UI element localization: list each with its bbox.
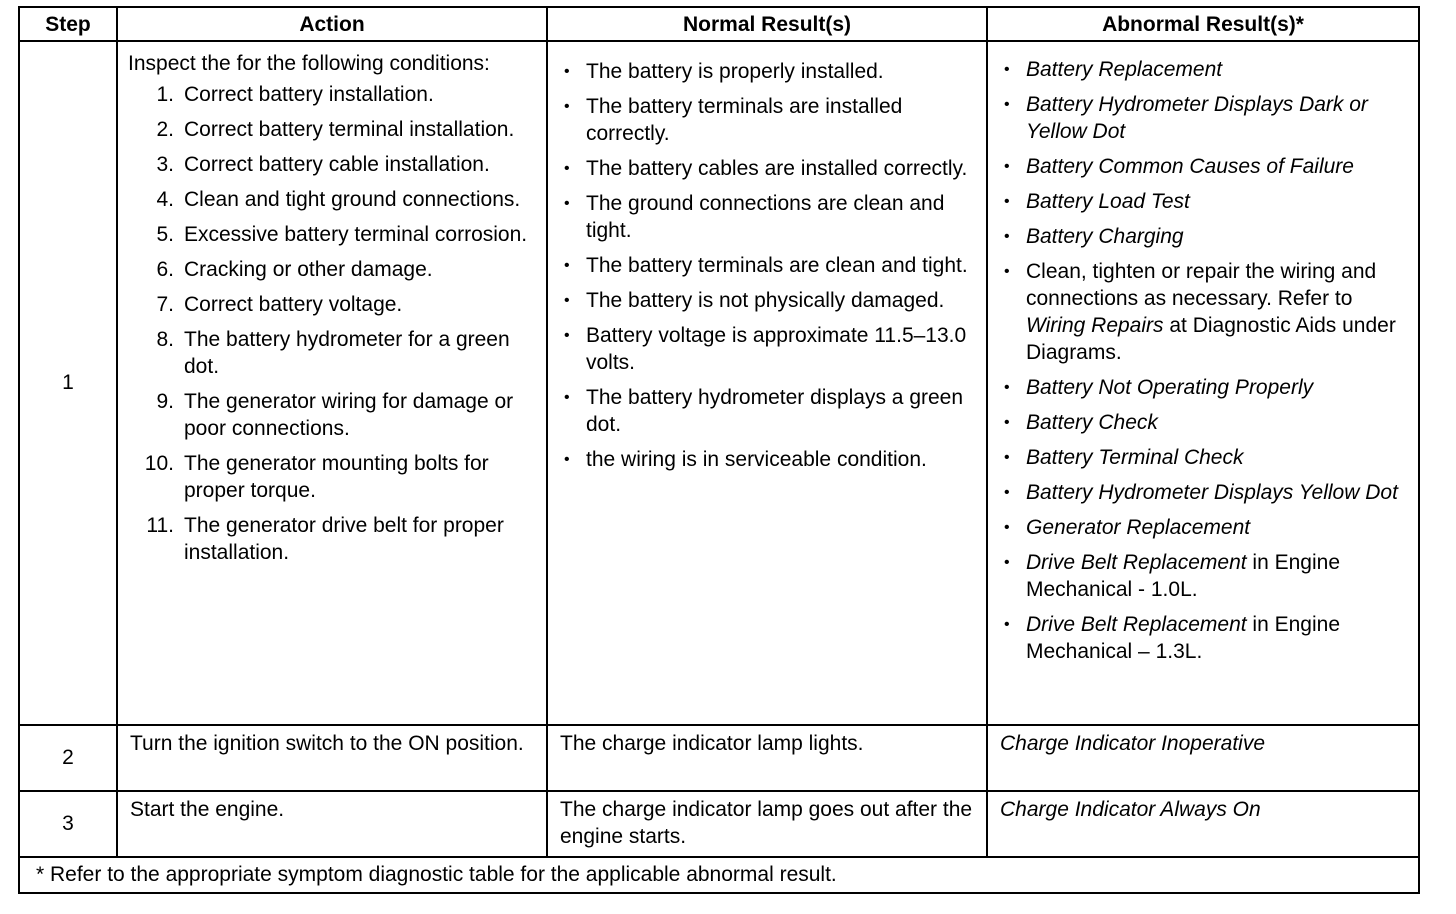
list-item bbox=[560, 322, 976, 376]
item-text: Clean, tighten or repair the wiring and connections as necessary. Refer to bbox=[1026, 260, 1377, 310]
item-number: 11. bbox=[146, 514, 174, 537]
bullet-icon: • bbox=[1004, 519, 1010, 536]
list-item bbox=[1000, 409, 1412, 436]
abnormal-link[interactable]: Drive Belt Replacement bbox=[1026, 551, 1247, 574]
list-item bbox=[128, 116, 536, 143]
abnormal-link[interactable]: Battery Charging bbox=[1026, 225, 1184, 248]
bullet-icon: • bbox=[1004, 61, 1010, 78]
abnormal-link[interactable]: Battery Replacement bbox=[1026, 58, 1223, 81]
item-number: 3. bbox=[156, 153, 174, 176]
bullet-icon: • bbox=[564, 195, 570, 212]
abnormal-link[interactable]: Battery Hydrometer Displays Yellow Dot bbox=[1026, 481, 1398, 504]
header-row bbox=[19, 7, 1419, 41]
item-text: in Engine Mechanical – 1.3L. bbox=[1026, 613, 1340, 663]
item-number: 9. bbox=[156, 390, 174, 413]
item-text: Battery voltage is approximate 11.5–13.0 volts. bbox=[586, 324, 967, 374]
header-action: Action bbox=[117, 7, 547, 41]
abnormal-link[interactable]: Battery Common Causes of Failure bbox=[1026, 155, 1354, 178]
list-item bbox=[560, 58, 976, 85]
item-text: Correct battery cable installation. bbox=[184, 153, 490, 176]
item-number: 5. bbox=[156, 223, 174, 246]
bullet-icon: • bbox=[564, 98, 570, 115]
bullet-icon: • bbox=[1004, 554, 1010, 571]
item-text: in Engine Mechanical - 1.0L. bbox=[1026, 551, 1340, 601]
list-item bbox=[1000, 549, 1412, 603]
bullet-icon: • bbox=[1004, 193, 1010, 210]
normal-cell: The charge indicator lamp lights. bbox=[547, 725, 987, 791]
item-text: Correct battery terminal installation. bbox=[184, 118, 515, 141]
step-number: 3 bbox=[19, 791, 117, 857]
bullet-icon: • bbox=[1004, 616, 1010, 633]
item-text: The ground connections are clean and tight. bbox=[586, 192, 945, 242]
abnormal-link[interactable]: Wiring Repairs bbox=[1026, 314, 1164, 337]
item-text: The battery is properly installed. bbox=[586, 60, 884, 83]
item-number: 1. bbox=[156, 83, 174, 106]
abnormal-link[interactable]: Charge Indicator Always On bbox=[987, 791, 1419, 857]
item-number: 10. bbox=[144, 452, 174, 475]
bullet-icon: • bbox=[1004, 228, 1010, 245]
inspection-list bbox=[128, 81, 536, 566]
list-item bbox=[1000, 611, 1412, 665]
list-item bbox=[560, 384, 976, 438]
item-text: The battery hydrometer for a green dot. bbox=[184, 328, 510, 378]
list-item bbox=[560, 190, 976, 244]
footnote: * Refer to the appropriate symptom diagnostic table for the applicable abnormal result. bbox=[19, 857, 1419, 893]
list-item bbox=[128, 256, 536, 283]
item-text: The battery is not physically damaged. bbox=[586, 289, 945, 312]
abnormal-cell bbox=[987, 41, 1419, 725]
bullet-icon: • bbox=[564, 327, 570, 344]
list-item bbox=[560, 155, 976, 182]
bullet-icon: • bbox=[1004, 484, 1010, 501]
abnormal-link[interactable]: Battery Terminal Check bbox=[1026, 446, 1244, 469]
table-row-step-2 bbox=[19, 725, 1419, 791]
item-number: 8. bbox=[156, 328, 174, 351]
normal-cell bbox=[547, 41, 987, 725]
header-normal: Normal Result(s) bbox=[547, 7, 987, 41]
action-cell bbox=[117, 41, 547, 725]
bullet-icon: • bbox=[564, 451, 570, 468]
item-text: The battery hydrometer displays a green dot. bbox=[586, 386, 964, 436]
item-text: The generator drive belt for proper installation. bbox=[184, 514, 504, 564]
bullet-icon: • bbox=[564, 389, 570, 406]
list-item bbox=[1000, 514, 1412, 541]
bullet-icon: • bbox=[564, 292, 570, 309]
bullet-icon: • bbox=[564, 63, 570, 80]
item-number: 6. bbox=[156, 258, 174, 281]
action-cell: Start the engine. bbox=[117, 791, 547, 857]
list-item bbox=[128, 186, 536, 213]
list-item bbox=[560, 446, 976, 473]
list-item bbox=[128, 512, 536, 566]
abnormal-link[interactable]: Generator Replacement bbox=[1026, 516, 1251, 539]
item-text: Cracking or other damage. bbox=[184, 258, 433, 281]
footnote-row bbox=[19, 857, 1419, 893]
abnormal-results-list bbox=[1000, 56, 1412, 665]
list-item bbox=[560, 93, 976, 147]
abnormal-link[interactable]: Drive Belt Replacement bbox=[1026, 613, 1247, 636]
list-item bbox=[560, 287, 976, 314]
item-text: Clean and tight ground connections. bbox=[184, 188, 521, 211]
bullet-icon: • bbox=[1004, 96, 1010, 113]
list-item bbox=[1000, 258, 1412, 366]
list-item bbox=[128, 388, 536, 442]
list-item bbox=[1000, 188, 1412, 215]
abnormal-link[interactable]: Battery Load Test bbox=[1026, 190, 1190, 213]
bullet-icon: • bbox=[564, 257, 570, 274]
bullet-icon: • bbox=[1004, 158, 1010, 175]
bullet-icon: • bbox=[1004, 449, 1010, 466]
list-item bbox=[1000, 374, 1412, 401]
list-item bbox=[128, 326, 536, 380]
header-abnormal: Abnormal Result(s)* bbox=[987, 7, 1419, 41]
item-text: The generator mounting bolts for proper torque. bbox=[184, 452, 489, 502]
normal-results-list bbox=[560, 58, 976, 473]
item-text: The battery terminals are installed correctly. bbox=[586, 95, 903, 145]
item-text: at Diagnostic Aids under Diagrams. bbox=[1026, 314, 1396, 364]
abnormal-link[interactable]: Battery Hydrometer Displays Dark or Yellow Dot bbox=[1026, 93, 1368, 143]
action-cell: Turn the ignition switch to the ON position. bbox=[117, 725, 547, 791]
table-row-step-3 bbox=[19, 791, 1419, 857]
diagnostic-table bbox=[18, 6, 1420, 894]
action-intro: Inspect the for the following conditions: bbox=[128, 52, 490, 75]
abnormal-link[interactable]: Battery Check bbox=[1026, 411, 1158, 434]
step-number: 1 bbox=[19, 41, 117, 725]
bullet-icon: • bbox=[1004, 414, 1010, 431]
list-item bbox=[128, 81, 536, 108]
item-number: 2. bbox=[156, 118, 174, 141]
header-step: Step bbox=[19, 7, 117, 41]
normal-cell: The charge indicator lamp goes out after the engine starts. bbox=[547, 791, 987, 857]
item-text: The battery terminals are clean and tight. bbox=[586, 254, 968, 277]
list-item bbox=[1000, 223, 1412, 250]
list-item bbox=[128, 151, 536, 178]
list-item bbox=[128, 450, 536, 504]
item-text: The battery cables are installed correctly. bbox=[586, 157, 968, 180]
bullet-icon: • bbox=[1004, 263, 1010, 280]
item-text: Excessive battery terminal corrosion. bbox=[184, 223, 528, 246]
bullet-icon: • bbox=[564, 160, 570, 177]
item-number: 4. bbox=[156, 188, 174, 211]
item-text: Correct battery voltage. bbox=[184, 293, 403, 316]
bullet-icon: • bbox=[1004, 379, 1010, 396]
item-text: Correct battery installation. bbox=[184, 83, 434, 106]
list-item bbox=[1000, 91, 1412, 145]
abnormal-link[interactable]: Charge Indicator Inoperative bbox=[987, 725, 1419, 791]
abnormal-link[interactable]: Battery Not Operating Properly bbox=[1026, 376, 1314, 399]
list-item bbox=[1000, 479, 1412, 506]
list-item bbox=[1000, 444, 1412, 471]
item-text: The generator wiring for damage or poor connections. bbox=[184, 390, 514, 440]
list-item bbox=[560, 252, 976, 279]
item-text: the wiring is in serviceable condition. bbox=[586, 448, 927, 471]
table-row-step-1 bbox=[19, 41, 1419, 725]
item-number: 7. bbox=[156, 293, 174, 316]
step-number: 2 bbox=[19, 725, 117, 791]
list-item bbox=[128, 221, 536, 248]
list-item bbox=[128, 291, 536, 318]
list-item bbox=[1000, 56, 1412, 83]
list-item bbox=[1000, 153, 1412, 180]
